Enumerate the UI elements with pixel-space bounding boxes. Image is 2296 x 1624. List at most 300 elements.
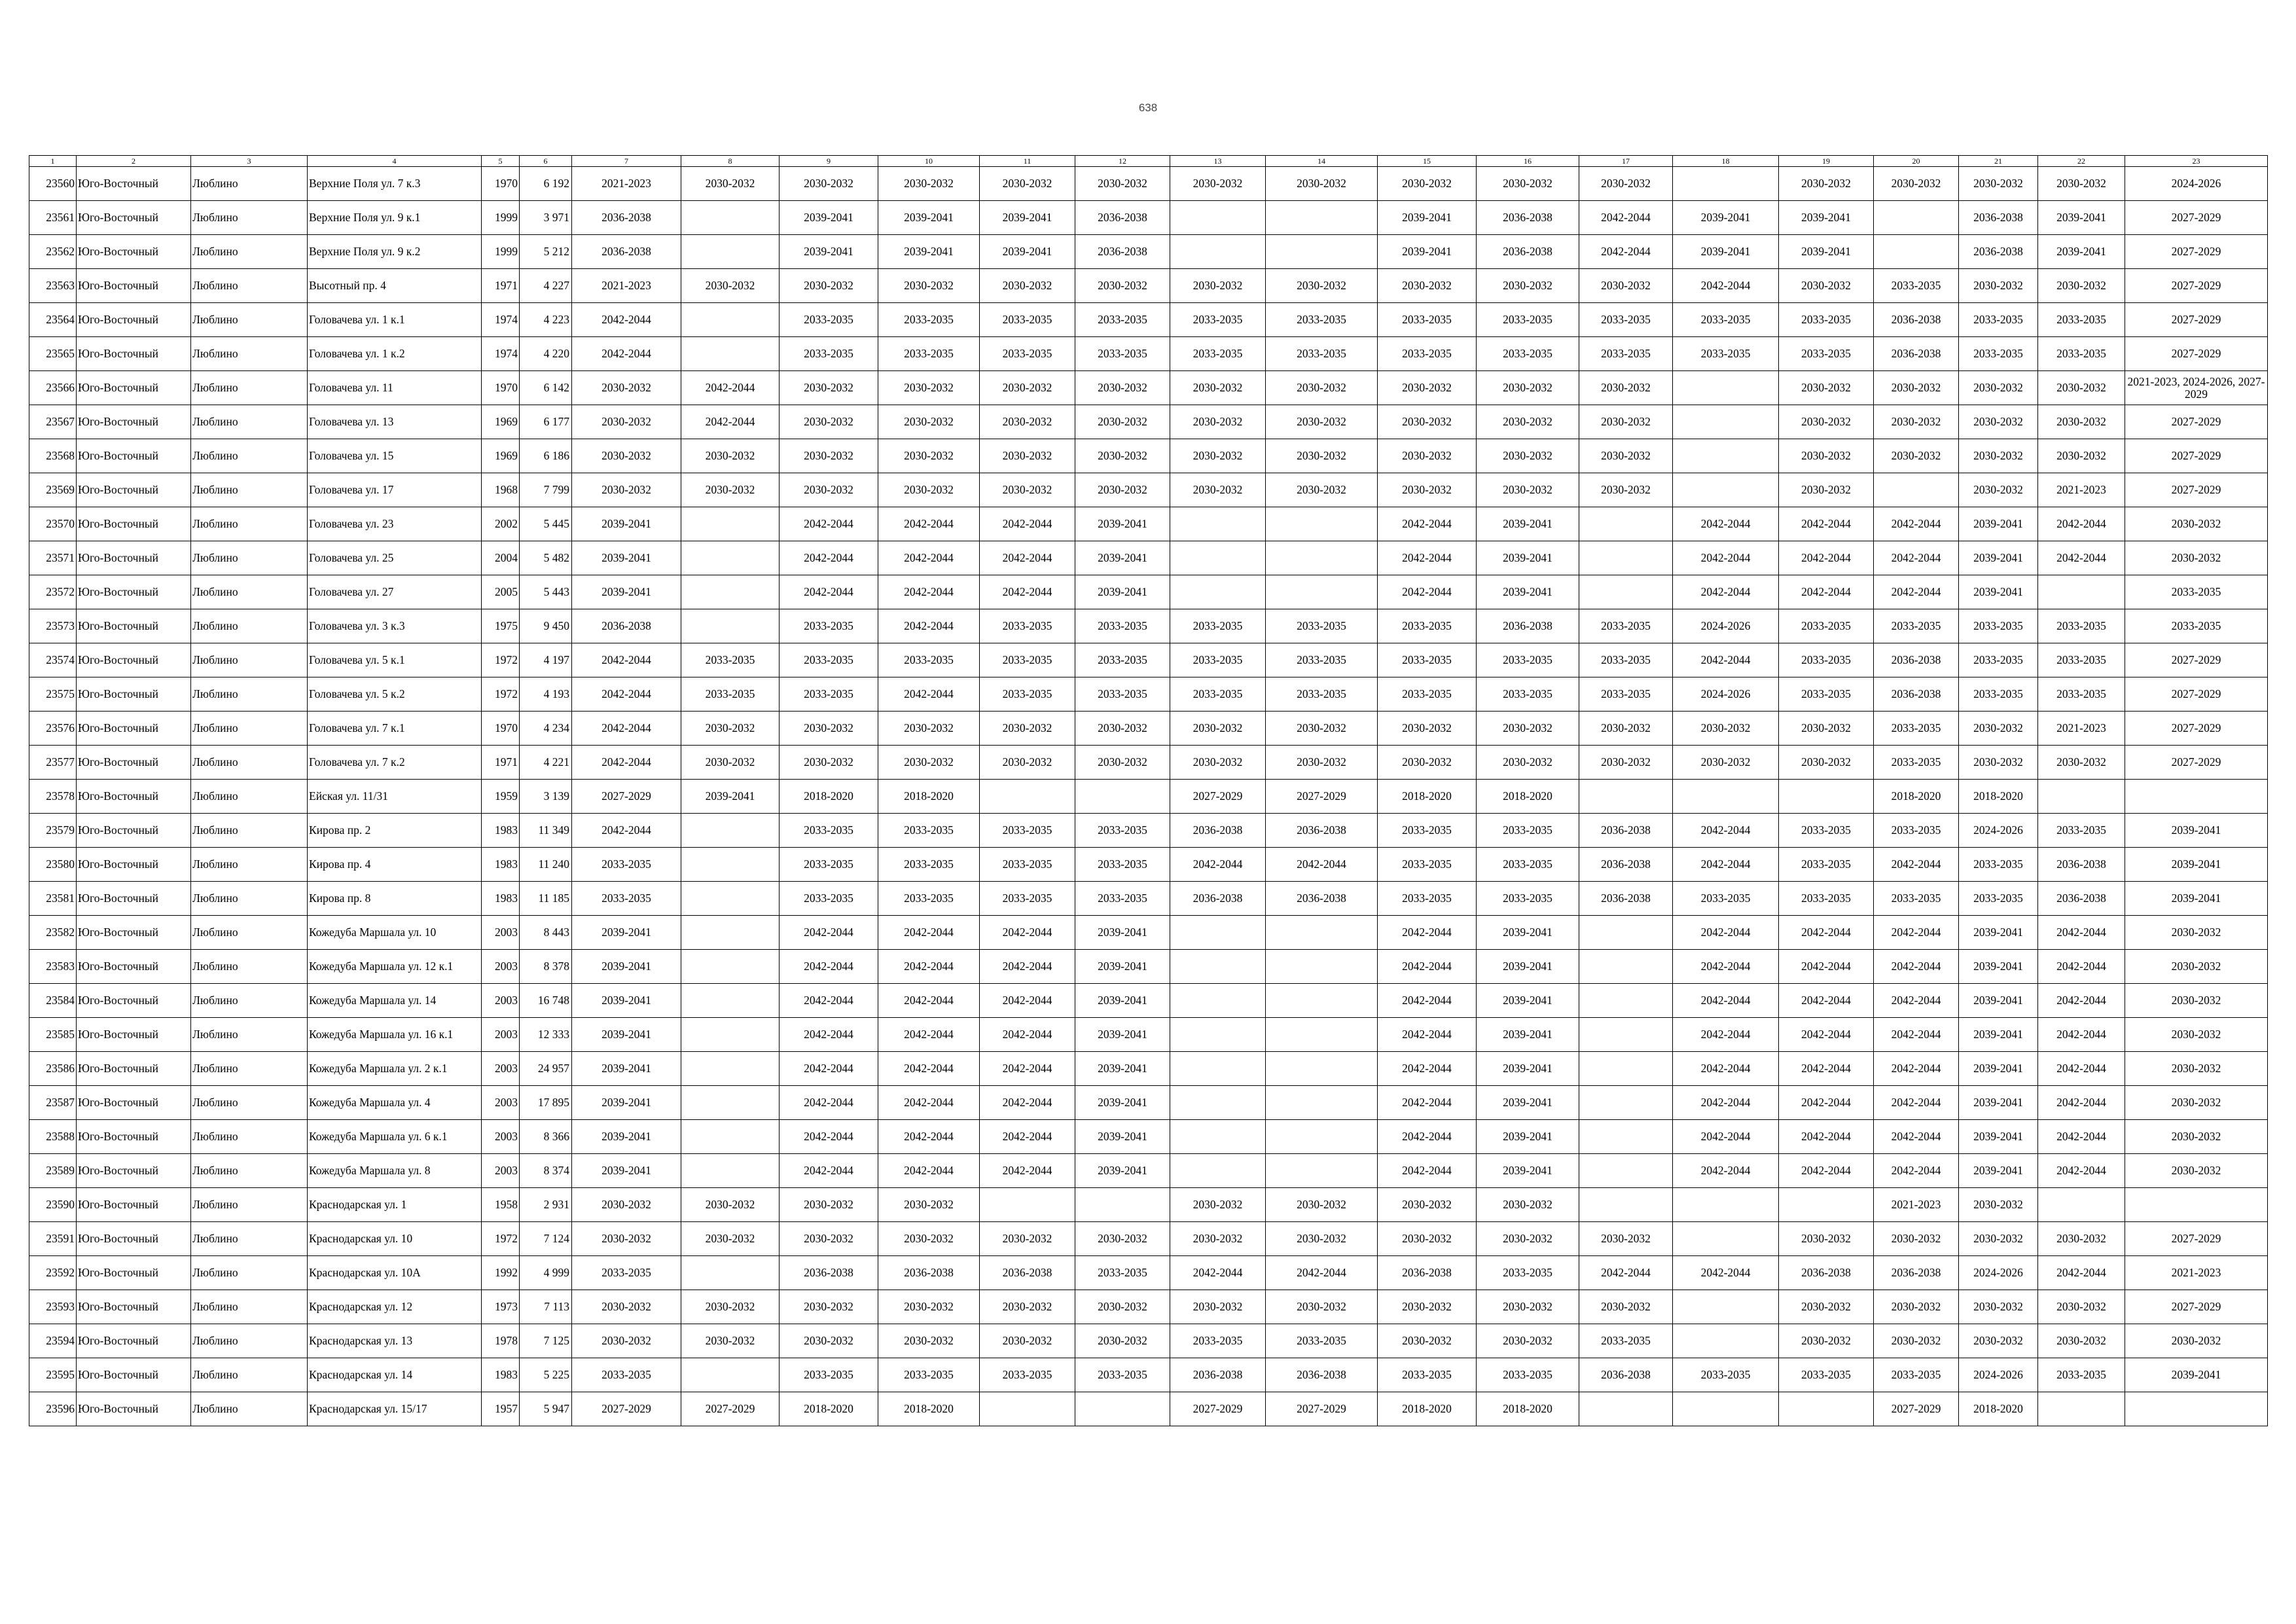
address-cell: Головачева ул. 1 к.1 [308,303,482,337]
period-cell-col-12: 2030-2032 [1075,405,1170,439]
period-cell-col-15: 2030-2032 [1378,1188,1477,1222]
period-cell-col-12: 2033-2035 [1075,1358,1170,1392]
period-cell-col-14: 2030-2032 [1266,1222,1378,1256]
period-cell-col-21: 2030-2032 [1959,371,2038,405]
period-cell-col-7: 2021-2023 [572,167,681,201]
period-cell-col-22: 2042-2044 [2038,984,2125,1018]
period-cell-col-9: 2033-2035 [780,337,878,371]
address-cell: Головачева ул. 25 [308,541,482,575]
period-cell-col-12: 2039-2041 [1075,1086,1170,1120]
period-cell-col-19 [1779,780,1874,814]
period-cell-col-8: 2027-2029 [681,1392,780,1426]
period-cell-col-21: 2033-2035 [1959,303,2038,337]
district-cell: Люблино [191,507,308,541]
period-cell-col-10: 2042-2044 [878,1052,980,1086]
period-cell-col-19: 2030-2032 [1779,167,1874,201]
period-cell-col-22: 2042-2044 [2038,1256,2125,1290]
period-cell-col-7: 2030-2032 [572,1222,681,1256]
period-cell-col-19: 2030-2032 [1779,712,1874,746]
period-cell-col-22 [2038,575,2125,609]
period-cell-col-16: 2030-2032 [1477,371,1579,405]
period-cell-col-13 [1170,950,1266,984]
period-cell-col-11: 2030-2032 [980,1324,1075,1358]
table-row [29,1392,2268,1426]
okrug-cell: Юго-Восточный [77,1358,191,1392]
period-cell-col-19: 2042-2044 [1779,507,1874,541]
period-cell-col-12: 2039-2041 [1075,575,1170,609]
period-cell-col-18: 2042-2044 [1673,1018,1779,1052]
area-cell: 7 125 [520,1324,572,1358]
period-cell-col-10: 2030-2032 [878,1290,980,1324]
period-cell-col-21: 2030-2032 [1959,405,2038,439]
period-cell-col-23: 2030-2032 [2125,984,2268,1018]
period-cell-col-7: 2027-2029 [572,780,681,814]
period-cell-col-13: 2036-2038 [1170,1358,1266,1392]
period-cell-col-16: 2033-2035 [1477,643,1579,677]
period-cell-col-20: 2036-2038 [1874,337,1959,371]
period-cell-col-8: 2042-2044 [681,405,780,439]
address-cell: Краснодарская ул. 15/17 [308,1392,482,1426]
table-row [29,303,2268,337]
table-row [29,507,2268,541]
period-cell-col-21: 2033-2035 [1959,643,2038,677]
district-cell: Люблино [191,371,308,405]
period-cell-col-17 [1579,1086,1673,1120]
period-cell-col-14 [1266,950,1378,984]
address-cell: Головачева ул. 3 к.3 [308,609,482,643]
period-cell-col-18: 2042-2044 [1673,1086,1779,1120]
period-cell-col-10: 2030-2032 [878,712,980,746]
period-cell-col-21: 2039-2041 [1959,916,2038,950]
area-cell: 5 445 [520,507,572,541]
build-year-cell: 2004 [482,541,520,575]
period-cell-col-10: 2033-2035 [878,303,980,337]
okrug-cell: Юго-Восточный [77,814,191,848]
period-cell-col-22: 2030-2032 [2038,1290,2125,1324]
period-cell-col-19: 2036-2038 [1779,1256,1874,1290]
period-cell-col-18: 2042-2044 [1673,575,1779,609]
period-cell-col-23: 2027-2029 [2125,303,2268,337]
record-id-cell: 23579 [29,814,77,848]
table-row [29,1290,2268,1324]
build-year-cell: 1971 [482,269,520,303]
table-row [29,950,2268,984]
period-cell-col-13: 2030-2032 [1170,1290,1266,1324]
period-cell-col-19: 2030-2032 [1779,269,1874,303]
period-cell-col-18: 2042-2044 [1673,507,1779,541]
period-cell-col-11: 2042-2044 [980,1086,1075,1120]
address-cell: Верхние Поля ул. 7 к.3 [308,167,482,201]
period-cell-col-13: 2030-2032 [1170,1222,1266,1256]
period-cell-col-21: 2033-2035 [1959,882,2038,916]
column-number-header: 22 [2038,156,2125,167]
okrug-cell: Юго-Восточный [77,337,191,371]
period-cell-col-10: 2033-2035 [878,814,980,848]
period-cell-col-21: 2039-2041 [1959,1154,2038,1188]
district-cell: Люблино [191,269,308,303]
table-row [29,575,2268,609]
column-number-header: 18 [1673,156,1779,167]
period-cell-col-7: 2039-2041 [572,575,681,609]
district-cell: Люблино [191,1290,308,1324]
address-cell: Кожедуба Маршала ул. 4 [308,1086,482,1120]
period-cell-col-17: 2033-2035 [1579,609,1673,643]
record-id-cell: 23566 [29,371,77,405]
table-row [29,405,2268,439]
period-cell-col-12: 2036-2038 [1075,201,1170,235]
period-cell-col-9: 2018-2020 [780,780,878,814]
table-row [29,677,2268,712]
district-cell: Люблино [191,439,308,473]
period-cell-col-22: 2033-2035 [2038,1358,2125,1392]
table-row [29,916,2268,950]
build-year-cell: 1983 [482,1358,520,1392]
period-cell-col-14: 2033-2035 [1266,1324,1378,1358]
period-cell-col-21: 2030-2032 [1959,1188,2038,1222]
period-cell-col-14 [1266,1120,1378,1154]
district-cell: Люблино [191,167,308,201]
period-cell-col-11: 2042-2044 [980,984,1075,1018]
period-cell-col-8 [681,201,780,235]
period-cell-col-21: 2018-2020 [1959,1392,2038,1426]
build-year-cell: 1975 [482,609,520,643]
period-cell-col-8: 2039-2041 [681,780,780,814]
column-number-header: 15 [1378,156,1477,167]
period-cell-col-21: 2036-2038 [1959,235,2038,269]
period-cell-col-8 [681,1052,780,1086]
period-cell-col-8: 2030-2032 [681,439,780,473]
build-year-cell: 1970 [482,167,520,201]
period-cell-col-21: 2039-2041 [1959,1120,2038,1154]
period-cell-col-18: 2033-2035 [1673,882,1779,916]
address-cell: Верхние Поля ул. 9 к.1 [308,201,482,235]
period-cell-col-14: 2033-2035 [1266,303,1378,337]
period-cell-col-15: 2033-2035 [1378,848,1477,882]
period-cell-col-18: 2042-2044 [1673,1154,1779,1188]
district-cell: Люблино [191,814,308,848]
district-cell: Люблино [191,1256,308,1290]
period-cell-col-15: 2030-2032 [1378,1222,1477,1256]
period-cell-col-15: 2033-2035 [1378,814,1477,848]
period-cell-col-13 [1170,235,1266,269]
period-cell-col-23: 2021-2023, 2024-2026, 2027-2029 [2125,371,2268,405]
area-cell: 7 124 [520,1222,572,1256]
period-cell-col-10: 2030-2032 [878,1188,980,1222]
period-cell-col-14: 2036-2038 [1266,882,1378,916]
period-cell-col-12: 2033-2035 [1075,1256,1170,1290]
table-row [29,1222,2268,1256]
record-id-cell: 23587 [29,1086,77,1120]
period-cell-col-10: 2030-2032 [878,371,980,405]
period-cell-col-8: 2030-2032 [681,712,780,746]
period-cell-col-20: 2042-2044 [1874,1052,1959,1086]
district-cell: Люблино [191,1086,308,1120]
period-cell-col-20: 2042-2044 [1874,1018,1959,1052]
period-cell-col-22: 2030-2032 [2038,405,2125,439]
column-number-header: 10 [878,156,980,167]
period-cell-col-17 [1579,1392,1673,1426]
period-cell-col-16: 2030-2032 [1477,473,1579,507]
period-cell-col-23: 2027-2029 [2125,473,2268,507]
period-cell-col-15: 2030-2032 [1378,1290,1477,1324]
record-id-cell: 23582 [29,916,77,950]
period-cell-col-22: 2042-2044 [2038,1086,2125,1120]
table-row [29,1188,2268,1222]
district-cell: Люблино [191,848,308,882]
period-cell-col-20: 2042-2044 [1874,575,1959,609]
period-cell-col-22: 2033-2035 [2038,337,2125,371]
period-cell-col-19: 2042-2044 [1779,1120,1874,1154]
period-cell-col-10: 2018-2020 [878,1392,980,1426]
period-cell-col-19: 2042-2044 [1779,541,1874,575]
period-cell-col-7: 2030-2032 [572,439,681,473]
record-id-cell: 23567 [29,405,77,439]
period-cell-col-12: 2039-2041 [1075,1018,1170,1052]
okrug-cell: Юго-Восточный [77,1290,191,1324]
okrug-cell: Юго-Восточный [77,1392,191,1426]
period-cell-col-11: 2030-2032 [980,167,1075,201]
period-cell-col-21: 2024-2026 [1959,1358,2038,1392]
period-cell-col-20: 2027-2029 [1874,1392,1959,1426]
period-cell-col-7: 2039-2041 [572,950,681,984]
record-id-cell: 23573 [29,609,77,643]
period-cell-col-17: 2030-2032 [1579,405,1673,439]
period-cell-col-16: 2033-2035 [1477,814,1579,848]
district-cell: Люблино [191,1188,308,1222]
period-cell-col-9: 2030-2032 [780,167,878,201]
okrug-cell: Юго-Восточный [77,950,191,984]
district-cell: Люблино [191,1018,308,1052]
build-year-cell: 1992 [482,1256,520,1290]
period-cell-col-7: 2030-2032 [572,405,681,439]
period-cell-col-23 [2125,780,2268,814]
record-id-cell: 23577 [29,746,77,780]
period-cell-col-14 [1266,984,1378,1018]
period-cell-col-7: 2039-2041 [572,1154,681,1188]
period-cell-col-20: 2033-2035 [1874,269,1959,303]
period-cell-col-18: 2042-2044 [1673,643,1779,677]
period-cell-col-10: 2042-2044 [878,1154,980,1188]
period-cell-col-21: 2030-2032 [1959,439,2038,473]
period-cell-col-7: 2039-2041 [572,1120,681,1154]
table-row [29,814,2268,848]
period-cell-col-18: 2033-2035 [1673,303,1779,337]
period-cell-col-12: 2033-2035 [1075,609,1170,643]
period-cell-col-13 [1170,1120,1266,1154]
okrug-cell: Юго-Восточный [77,848,191,882]
period-cell-col-13 [1170,1086,1266,1120]
period-cell-col-16: 2033-2035 [1477,1358,1579,1392]
period-cell-col-20: 2033-2035 [1874,712,1959,746]
period-cell-col-9: 2042-2044 [780,950,878,984]
period-cell-col-7: 2030-2032 [572,371,681,405]
period-cell-col-7: 2033-2035 [572,848,681,882]
okrug-cell: Юго-Восточный [77,643,191,677]
record-id-cell: 23562 [29,235,77,269]
period-cell-col-22: 2030-2032 [2038,439,2125,473]
period-cell-col-17: 2030-2032 [1579,746,1673,780]
table-row [29,1018,2268,1052]
period-cell-col-10: 2042-2044 [878,609,980,643]
record-id-cell: 23580 [29,848,77,882]
build-year-cell: 1959 [482,780,520,814]
period-cell-col-11 [980,1188,1075,1222]
period-cell-col-16: 2039-2041 [1477,1086,1579,1120]
period-cell-col-16: 2030-2032 [1477,1324,1579,1358]
area-cell: 6 186 [520,439,572,473]
district-cell: Люблино [191,235,308,269]
period-cell-col-16: 2030-2032 [1477,1290,1579,1324]
period-cell-col-16: 2033-2035 [1477,1256,1579,1290]
period-cell-col-13: 2033-2035 [1170,677,1266,712]
period-cell-col-20: 2042-2044 [1874,1086,1959,1120]
period-cell-col-20: 2042-2044 [1874,541,1959,575]
address-cell: Верхние Поля ул. 9 к.2 [308,235,482,269]
period-cell-col-21: 2030-2032 [1959,746,2038,780]
period-cell-col-12: 2030-2032 [1075,1222,1170,1256]
period-cell-col-15: 2030-2032 [1378,405,1477,439]
table-row [29,167,2268,201]
period-cell-col-21: 2018-2020 [1959,780,2038,814]
period-cell-col-8: 2030-2032 [681,746,780,780]
period-cell-col-12: 2039-2041 [1075,1154,1170,1188]
period-cell-col-17: 2030-2032 [1579,371,1673,405]
period-cell-col-23: 2027-2029 [2125,746,2268,780]
period-cell-col-18: 2042-2044 [1673,1256,1779,1290]
address-cell: Кожедуба Маршала ул. 12 к.1 [308,950,482,984]
column-number-header: 23 [2125,156,2268,167]
record-id-cell: 23594 [29,1324,77,1358]
period-cell-col-22: 2030-2032 [2038,746,2125,780]
period-cell-col-21: 2039-2041 [1959,507,2038,541]
period-cell-col-9: 2042-2044 [780,984,878,1018]
period-cell-col-9: 2030-2032 [780,1222,878,1256]
period-cell-col-22: 2030-2032 [2038,371,2125,405]
period-cell-col-17: 2033-2035 [1579,643,1673,677]
period-cell-col-19: 2033-2035 [1779,609,1874,643]
build-year-cell: 1973 [482,1290,520,1324]
period-cell-col-23: 2027-2029 [2125,269,2268,303]
period-cell-col-18: 2042-2044 [1673,916,1779,950]
record-id-cell: 23568 [29,439,77,473]
period-cell-col-9: 2042-2044 [780,1086,878,1120]
address-cell: Кожедуба Маршала ул. 8 [308,1154,482,1188]
period-cell-col-23: 2027-2029 [2125,712,2268,746]
period-cell-col-14: 2030-2032 [1266,473,1378,507]
okrug-cell: Юго-Восточный [77,1018,191,1052]
table-row [29,201,2268,235]
period-cell-col-19: 2042-2044 [1779,1154,1874,1188]
period-cell-col-22: 2033-2035 [2038,814,2125,848]
period-cell-col-20 [1874,473,1959,507]
period-cell-col-13: 2030-2032 [1170,167,1266,201]
table-row [29,609,2268,643]
period-cell-col-11: 2042-2044 [980,1018,1075,1052]
period-cell-col-17: 2030-2032 [1579,269,1673,303]
period-cell-col-13 [1170,1018,1266,1052]
period-cell-col-19 [1779,1188,1874,1222]
area-cell: 5 212 [520,235,572,269]
period-cell-col-16: 2018-2020 [1477,780,1579,814]
period-cell-col-18: 2039-2041 [1673,235,1779,269]
period-cell-col-15: 2030-2032 [1378,439,1477,473]
area-cell: 4 223 [520,303,572,337]
period-cell-col-17: 2042-2044 [1579,235,1673,269]
period-cell-col-17 [1579,541,1673,575]
period-cell-col-19 [1779,1392,1874,1426]
period-cell-col-10: 2042-2044 [878,1086,980,1120]
period-cell-col-16: 2039-2041 [1477,1154,1579,1188]
period-cell-col-20: 2042-2044 [1874,507,1959,541]
okrug-cell: Юго-Восточный [77,235,191,269]
address-cell: Кожедуба Маршала ул. 6 к.1 [308,1120,482,1154]
area-cell: 8 443 [520,916,572,950]
build-year-cell: 1978 [482,1324,520,1358]
period-cell-col-16: 2039-2041 [1477,1052,1579,1086]
period-cell-col-14 [1266,575,1378,609]
period-cell-col-9: 2039-2041 [780,235,878,269]
area-cell: 6 192 [520,167,572,201]
period-cell-col-17: 2042-2044 [1579,201,1673,235]
district-cell: Люблино [191,337,308,371]
build-year-cell: 1958 [482,1188,520,1222]
period-cell-col-13: 2036-2038 [1170,814,1266,848]
table-row [29,1154,2268,1188]
table-row [29,848,2268,882]
period-cell-col-21: 2039-2041 [1959,1018,2038,1052]
period-cell-col-16: 2036-2038 [1477,609,1579,643]
period-cell-col-12: 2030-2032 [1075,712,1170,746]
period-cell-col-10: 2036-2038 [878,1256,980,1290]
district-cell: Люблино [191,1324,308,1358]
period-cell-col-21: 2033-2035 [1959,677,2038,712]
period-cell-col-19: 2030-2032 [1779,1324,1874,1358]
address-cell: Головачева ул. 17 [308,473,482,507]
build-year-cell: 2003 [482,1018,520,1052]
period-cell-col-8 [681,1358,780,1392]
period-cell-col-22: 2021-2023 [2038,473,2125,507]
period-cell-col-14: 2030-2032 [1266,269,1378,303]
period-cell-col-16: 2039-2041 [1477,1018,1579,1052]
period-cell-col-17 [1579,1018,1673,1052]
area-cell: 5 482 [520,541,572,575]
period-cell-col-12 [1075,1392,1170,1426]
period-cell-col-14: 2036-2038 [1266,814,1378,848]
period-cell-col-20: 2042-2044 [1874,1120,1959,1154]
district-cell: Люблино [191,712,308,746]
period-cell-col-22: 2021-2023 [2038,712,2125,746]
period-cell-col-15: 2036-2038 [1378,1256,1477,1290]
period-cell-col-22: 2042-2044 [2038,507,2125,541]
address-cell: Головачева ул. 11 [308,371,482,405]
area-cell: 8 374 [520,1154,572,1188]
okrug-cell: Юго-Восточный [77,201,191,235]
period-cell-col-17 [1579,780,1673,814]
period-cell-col-8: 2030-2032 [681,1290,780,1324]
period-cell-col-18: 2042-2044 [1673,848,1779,882]
period-cell-col-23: 2027-2029 [2125,643,2268,677]
period-cell-col-20: 2033-2035 [1874,882,1959,916]
period-cell-col-18 [1673,1290,1779,1324]
period-cell-col-23: 2030-2032 [2125,541,2268,575]
period-cell-col-14 [1266,235,1378,269]
period-cell-col-15: 2033-2035 [1378,609,1477,643]
period-cell-col-8 [681,1120,780,1154]
period-cell-col-10: 2042-2044 [878,984,980,1018]
district-cell: Люблино [191,1358,308,1392]
period-cell-col-20: 2042-2044 [1874,984,1959,1018]
period-cell-col-8 [681,984,780,1018]
